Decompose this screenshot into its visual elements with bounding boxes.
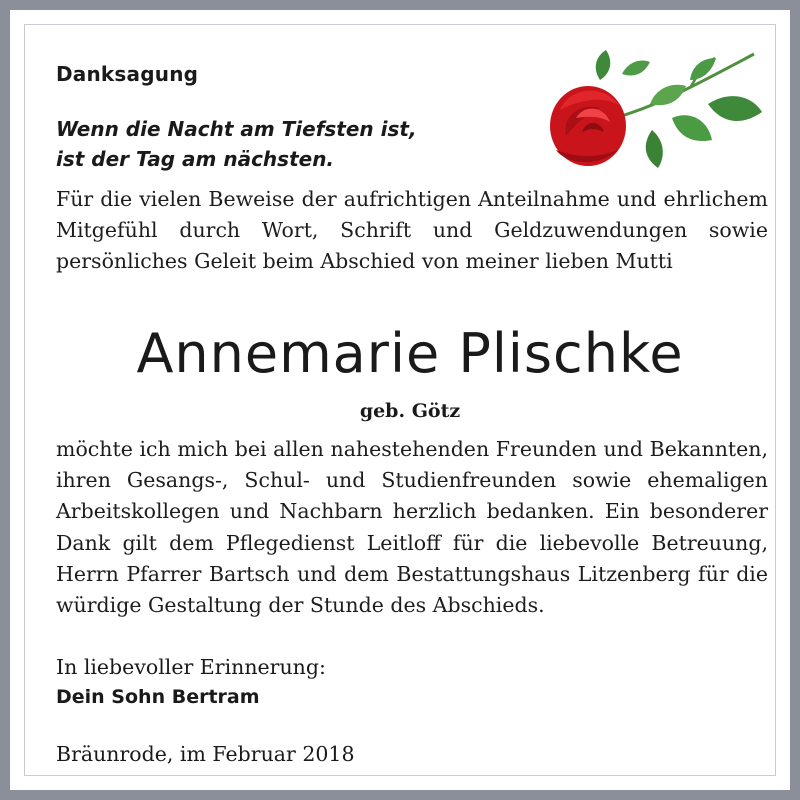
signer-name: Dein Sohn Bertram xyxy=(56,686,260,708)
notice-heading: Danksagung xyxy=(56,62,199,86)
thanks-paragraph: möchte ich mich bei allen nahestehenden Freunden und Bekannten, ihren Gesangs-, Schul- und Studienfreunden sowie ehemaligen Arbeitskollegen und Nachbarn herzlich bedanken. Ein besonderer Dank gilt dem Pflegedienst Leitloff für die liebevolle Betreuung, Herrn Pfarrer Bartsch und dem Bestattungshaus Litzenberg für die würdige Gestaltung der Stunde des Abschieds. xyxy=(56,437,768,618)
motto-line-2: ist der Tag am nächsten. xyxy=(56,147,335,171)
motto-line-1: Wenn die Nacht am Tiefsten ist, xyxy=(56,117,417,141)
motto xyxy=(56,114,417,174)
red-rose-icon xyxy=(540,40,770,180)
closing-line: In liebevoller Erinnerung: xyxy=(56,655,326,679)
place-and-date: Bräunrode, im Februar 2018 xyxy=(56,742,355,766)
maiden-name: geb. Götz xyxy=(359,400,461,422)
deceased-name: Annemarie Plischke xyxy=(136,322,684,385)
intro-paragraph: Für die vielen Beweise der aufrichtigen Anteilnahme und ehrlichem Mitgefühl durch Wort, Schrift und Geldzuwendungen sowie persönliches Geleit beim Abschied von meiner lieben Mutti xyxy=(56,187,768,274)
